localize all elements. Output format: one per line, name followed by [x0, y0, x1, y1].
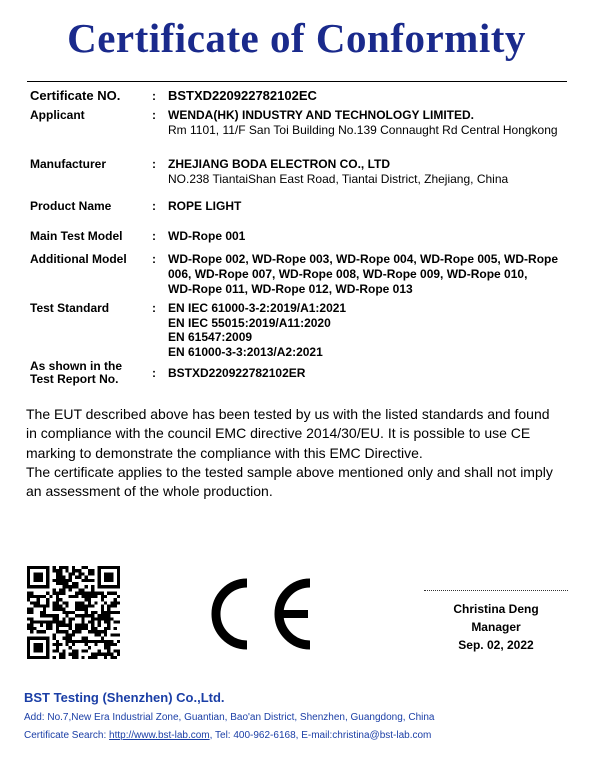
- applicant-name: WENDA(HK) INDUSTRY AND TECHNOLOGY LIMITED.: [168, 108, 474, 122]
- test-report-label-line1: As shown in the: [30, 359, 123, 373]
- test-report-label: [30, 360, 122, 386]
- signature-date: Sep. 02, 2022: [458, 638, 534, 652]
- applicant-address: Rm 1101, 11/F San Toi Building No.139 Connaught Rd Central Hongkong: [168, 122, 558, 137]
- qr-finder: [29, 568, 48, 587]
- search-prefix: Certificate Search:: [24, 730, 110, 741]
- footer-company: BST Testing (Shenzhen) Co.,Ltd.: [24, 690, 225, 705]
- colon: :: [152, 199, 156, 213]
- certificate-no-value: BSTXD220922782102EC: [168, 88, 317, 103]
- manufacturer-address: NO.238 TiantaiShan East Road, Tiantai District, Zhejiang, China: [168, 171, 509, 186]
- statement-line: The EUT described above has been tested by us with the listed standards and found: [26, 406, 550, 422]
- signer-role: Manager: [471, 620, 521, 634]
- additional-model-line: WD-Rope 002, WD-Rope 003, WD-Rope 004, WD-Rope 005, WD-Rope: [168, 252, 559, 266]
- test-standard-label: Test Standard: [30, 301, 110, 315]
- footer-address: Add: No.7,New Era Industrial Zone, Guantian, Bao'an District, Shenzhen, Guangdong, China: [24, 712, 435, 723]
- colon: :: [152, 301, 156, 315]
- test-standard-line: EN 61000-3-3:2013/A2:2021: [168, 344, 323, 359]
- statement-line: an assessment of the whole production.: [26, 483, 273, 500]
- signature-block: [410, 600, 582, 654]
- colon: :: [152, 108, 156, 122]
- applicant-value: [168, 108, 588, 137]
- product-name-label: Product Name: [30, 199, 112, 213]
- signer-name: Christina Deng: [453, 602, 539, 616]
- main-test-model-value: WD-Rope 001: [168, 229, 246, 243]
- colon: :: [152, 366, 156, 380]
- contact-info: , Tel: 400-962-6168, E-mail:christina@bst-lab.com: [209, 730, 432, 741]
- applicant-label: Applicant: [30, 108, 85, 122]
- main-test-model-label: Main Test Model: [30, 229, 123, 243]
- colon: :: [152, 157, 156, 171]
- test-standard-line: EN 61547:2009: [168, 330, 253, 344]
- manufacturer-value: [168, 157, 588, 186]
- test-standard-line: EN IEC 61000-3-2:2019/A1:2021: [168, 301, 347, 315]
- additional-model-label: Additional Model: [30, 252, 127, 266]
- statement-line: The certificate applies to the tested sample above mentioned only and shall not imply: [26, 463, 553, 480]
- qr-code: [27, 566, 120, 659]
- certificate-title: Certificate of Conformity: [67, 15, 526, 61]
- website-link[interactable]: http://www.bst-lab.com: [109, 730, 210, 741]
- qr-finder: [29, 638, 48, 657]
- test-standard-value: [168, 301, 588, 359]
- ce-mark: [207, 577, 317, 651]
- footer-search: [24, 730, 431, 741]
- qr-finder: [99, 568, 118, 587]
- test-standard-line: EN IEC 55015:2019/A11:2020: [168, 315, 331, 330]
- statement-line: in compliance with the council EMC directive 2014/30/EU. It is possible to use CE: [26, 425, 531, 442]
- statement-line: marking to demonstrate the compliance with this EMC Directive.: [26, 444, 423, 461]
- additional-model-line: WD-Rope 011, WD-Rope 012, WD-Rope 013: [168, 282, 413, 296]
- test-report-value: BSTXD220922782102ER: [168, 366, 306, 380]
- test-report-label-line2: Test Report No.: [30, 372, 119, 386]
- colon: :: [152, 252, 156, 266]
- additional-model-value: [168, 252, 588, 297]
- certificate-no-label: Certificate NO.: [30, 88, 121, 103]
- compliance-statement: [26, 405, 571, 501]
- colon: :: [152, 229, 156, 243]
- header-divider: [27, 81, 567, 82]
- colon: :: [152, 89, 156, 103]
- product-name-value: ROPE LIGHT: [168, 199, 242, 213]
- manufacturer-name: ZHEJIANG BODA ELECTRON CO., LTD: [168, 157, 390, 171]
- additional-model-line: 006, WD-Rope 007, WD-Rope 008, WD-Rope 009, WD-Rope 010,: [168, 267, 528, 281]
- signature-line: [424, 590, 568, 591]
- manufacturer-label: Manufacturer: [30, 157, 107, 171]
